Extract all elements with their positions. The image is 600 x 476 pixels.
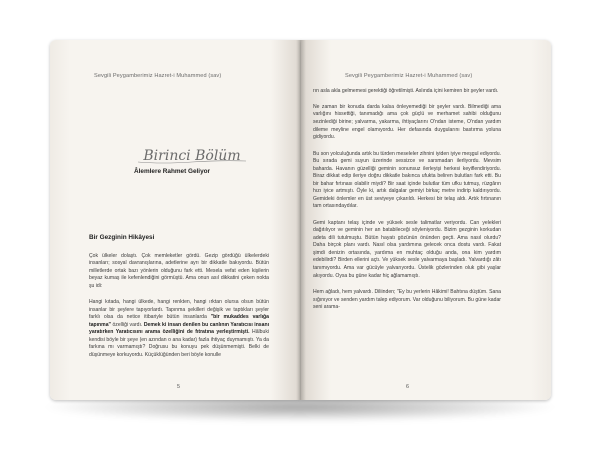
paragraph: rın asla akla gelmemesi gerektiği öğretilmişti. Aslında içini kemiren bir şeyler vardı. [313,87,499,94]
chapter-title-script [132,140,252,170]
left-page [50,40,301,400]
page-number: 5 [177,384,180,390]
book-spine [296,40,306,400]
page-number: 6 [406,384,409,390]
body-text [89,245,269,368]
paragraph: Bu son yolculuğunda artık bu türden meseleler zihnini iyiden iyiye meşgul ediyordu. Bu sırada gemi suyun üzerinde sessizce ve sarsmadan ilerliyordu. Mevsim baharda. Havanın güzelliği geminin sonunsuz ilerleyişi herkesi keyiflendiriyordu. Biraz dikkat edip ileriye doğru dikkatle bakınca ufukta beliren bulutları fark etti. Bu bir bahar fırtınası olabilir miydi? Bir saat içinde bulutlar tüm ufku tutmuş, rüzgârın hızı iyice artmıştı. Öyle ki, artık dalgalar gemiyi birkaç metre indirip kaldırıyordu. Gemideki önlemler en üst seviyeye çıkarıldı. Herkesi bir telaş aldı. Artık fırtınanın tam ortasındaydılar. [313,150,501,210]
section-heading: Bir Gezginin Hikâyesi [89,234,155,241]
bold-text-run: Demek ki insan denilen bu canlının Yaratıcısı insanı yaratırken Yaratıcısını arama özelliğini de fıtratına yerleştirmişti. [89,321,270,336]
chapter-title-text: Birinci Bölüm [143,148,241,164]
running-head: Sevgili Peygamberimiz Hazret-i Muhammed (sav) [94,73,222,79]
text-run: Hâlbuki kendisi böyle bir şeye (en azından o ana kadar) fazla ihtiyaç duymamıştı. Ya da farkına mı varmamıştı? Doğrusu bu konuyu pek düşünmemişti. Belki de düşünmeye korkuyordu. Küçüklüğünden beri böyle konulle [89,329,270,358]
body-text [313,80,501,320]
chapter-subtitle: Âlemlere Rahmet Geliyor [134,168,211,175]
bold-text-run: "bir mukaddes varlığa tapınma" [89,314,269,328]
chapter-title [132,140,252,170]
text-run: özelliği vardı. [110,321,144,328]
paragraph: Çok ülkeler dolaştı. Çok memleketler gördü. Gezip gördüğü ülkelerdeki insanları; sosyal davranışlarına, adetlerine ayrı bir dikkatle bakıyordu. Bütün milletlerde ortak bazı yönlerin olduğunu fark etti. Mesela vefat eden kişilerin beyaz kumaş ile kefenlendiğini görmüştü. Ama onun asıl dikkatini çeken nokta şu idi: [89,252,269,289]
paragraph: Gemi kaptanı telaş içinde ve yüksek sesle talimatlar veriyordu. Can yelekleri dağıtılıyor ve geminin her an batabileceği söyleniyordu. Bizim gezginin korkudan adeta dili tutulmuştu. Bütün hayatı gözünün önünden geçti. Ama nasıl olurdu? Daha birçok planı vardı. Nasıl olsa yardımına gelecek onca dostu vardı. Fakat şimdi denizin ortasında, yardıma en muhtaç olduğu anda, ona kim yardım edebilirdi? Birden ellerini açtı. Ve yüksek sesle yalvarmaya başladı. Yalvardığı zâtı tanımıyordu. Ama var gücüyle yalvarıyordu. Üstelik gözlerinden oluk gibi yaşlar akıyordu. Oysa bu güne kadar hiç ağlamamıştı. [313,219,501,279]
paragraph: Ne zaman bir konuda darda kalsa önleyemediği bir şeyler vardı. Bilmediği ama varlığını hissettiği, tanımadığı ama çok güçlü ve merhamet sahibi olduğunu sezinlediği birine; yalvarma, yakarma, ihtiyaçlarını O'ndan isteme, O'ndan yardım dileme meyline engel olamıyordu. Her defasında duygularını bastırma yoluna gidiyordu. [313,103,501,141]
text-run: Hangi kıtada, hangi ülkede, hangi renkten, hangi ırktan olursa olsun bütün insanlar bir şeylere tapıyorlardı. Tapınma şekilleri değişik ve taptıkları şeyler farklı olsa da netice itibariyle bütün insanlarda [89,299,269,321]
running-head: Sevgili Peygamberimiz Hazret-i Muhammed (sav) [345,73,473,79]
paragraph [89,299,269,359]
right-page [301,40,551,400]
paragraph: Hem ağladı, hem yalvardı. Diliinden; "Ey bu yerlerin Hâkimi! Bahtına düştüm. Sana sığınıyor ve senden yardım talep ediyorum. Var olduğunu biliyorum. Bu güne kadar seni arama- [313,288,501,311]
